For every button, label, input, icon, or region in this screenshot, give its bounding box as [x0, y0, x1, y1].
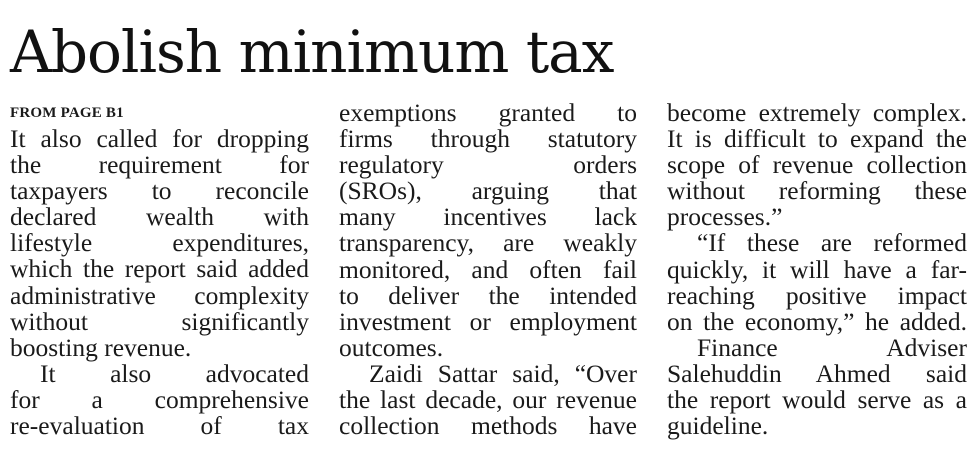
text-line: re-evaluation of tax: [10, 411, 309, 441]
text-line: Salehuddin Ahmed said: [667, 358, 967, 388]
text-line: reaching positive impact: [667, 280, 967, 310]
text-line: for a comprehensive: [10, 384, 309, 414]
text-line: scope of revenue collection: [667, 150, 967, 180]
text-line: become extremely complex.: [667, 98, 967, 127]
text-line: administrative complexity: [10, 280, 309, 310]
text-line: on the economy,” he added.: [667, 306, 967, 336]
text-line: It also called for dropping: [10, 124, 309, 153]
text-line: outcomes.: [339, 332, 444, 362]
text-line: It also advocated: [40, 358, 309, 388]
text-line: (SROs), arguing that: [339, 176, 637, 206]
text-line: declared wealth with: [10, 202, 309, 232]
text-line: taxpayers to reconcile: [10, 176, 309, 206]
text-line: collection methods have: [339, 411, 637, 441]
text-line: guideline.: [667, 411, 769, 441]
text-line: without significantly: [10, 306, 309, 336]
text-line: It is difficult to expand the: [667, 124, 967, 154]
article-column-3: [667, 100, 967, 439]
text-line: boosting revenue.: [10, 332, 192, 362]
text-line: monitored, and often fail: [339, 254, 637, 284]
text-line: Finance Adviser: [697, 332, 967, 362]
column-2-text: [339, 100, 637, 439]
text-line: the last decade, our revenue: [339, 385, 637, 415]
jump-line: FROM PAGE B1: [10, 105, 124, 121]
text-line: quickly, it will have a far-: [667, 254, 967, 284]
text-line: without reforming these: [667, 176, 967, 206]
column-1-text: [10, 126, 309, 439]
text-line: the requirement for: [10, 150, 309, 180]
text-line: processes.”: [667, 202, 783, 232]
text-line: investment or employment: [339, 306, 637, 336]
article-column-1: [10, 100, 309, 439]
column-3-text: [667, 100, 967, 439]
text-line: exemptions granted to: [339, 98, 637, 127]
text-line: many incentives lack: [339, 202, 637, 232]
text-line: which the report said added: [10, 254, 309, 284]
article-column-2: [339, 100, 637, 439]
text-line: Zaidi Sattar said, “Over: [369, 358, 637, 388]
text-line: the report would serve as a: [667, 385, 967, 415]
text-line: lifestyle expenditures,: [10, 228, 309, 258]
text-line: regulatory orders: [339, 150, 637, 180]
text-line: to deliver the intended: [339, 280, 637, 310]
text-line: firms through statutory: [339, 124, 637, 154]
text-line: “If these are reformed: [697, 228, 967, 258]
headline: Abolish minimum tax: [10, 18, 614, 86]
text-line: transparency, are weakly: [339, 228, 637, 258]
